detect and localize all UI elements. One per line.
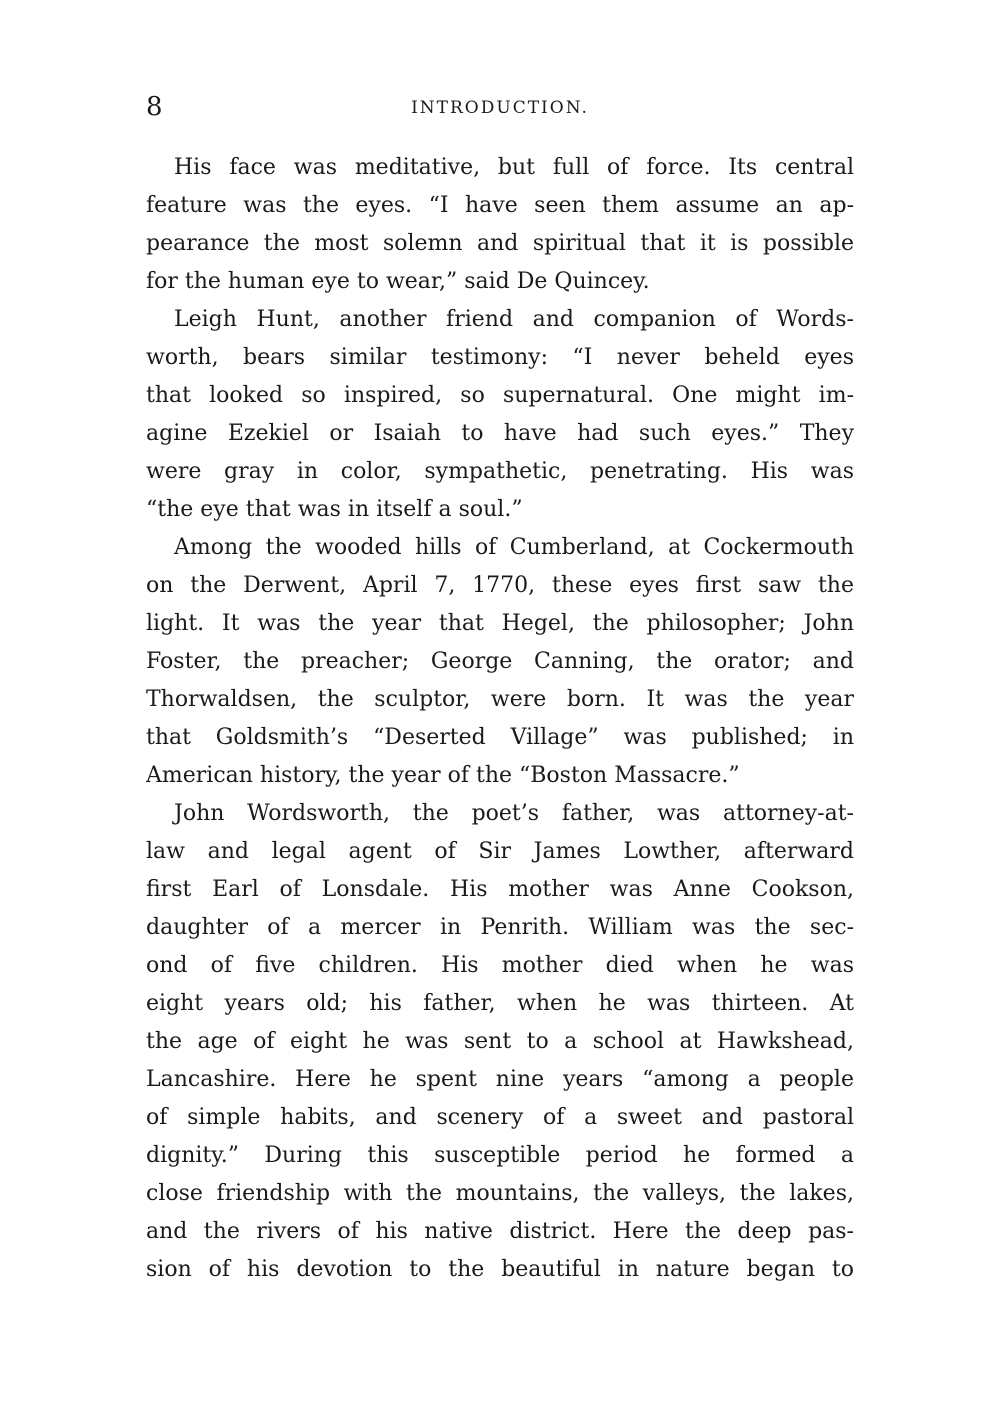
text-line: of simple habits, and scenery of a sweet and pastoral <box>146 1105 854 1130</box>
running-head <box>146 92 854 132</box>
text-line: His face was meditative, but full of force. Its central <box>174 155 854 180</box>
text-line: the age of eight he was sent to a school at Hawkshead, <box>146 1029 854 1054</box>
text-line: ond of five children. His mother died when he was <box>146 953 854 978</box>
paragraph-2 <box>146 301 854 529</box>
text-line: pearance the most solemn and spiritual that it is possible <box>146 231 854 256</box>
body-text <box>146 149 854 1289</box>
text-line: dignity.” During this susceptible period he formed a <box>146 1143 854 1168</box>
text-line: American history, the year of the “Boston Massacre.” <box>146 763 740 788</box>
text-line: light. It was the year that Hegel, the philosopher; John <box>146 611 854 636</box>
paragraph-3 <box>146 529 854 795</box>
text-line: for the human eye to wear,” said De Quincey. <box>146 269 650 294</box>
text-line: first Earl of Lonsdale. His mother was Anne Cookson, <box>146 877 854 902</box>
paragraph-4 <box>146 795 854 1289</box>
text-line: sion of his devotion to the beautiful in nature began to <box>146 1257 854 1282</box>
text-line: Thorwaldsen, the sculptor, were born. It was the year <box>146 687 854 712</box>
text-line: agine Ezekiel or Isaiah to have had such eyes.” They <box>146 421 854 446</box>
text-line: eight years old; his father, when he was thirteen. At <box>146 991 854 1016</box>
paragraph-1 <box>146 149 854 301</box>
text-line: law and legal agent of Sir James Lowther, afterward <box>146 839 854 864</box>
text-line: John Wordsworth, the poet’s father, was attorney-at- <box>174 801 854 826</box>
text-line: that Goldsmith’s “Deserted Village” was published; in <box>146 725 854 750</box>
text-line: “the eye that was in itself a soul.” <box>146 497 523 522</box>
text-line: daughter of a mercer in Penrith. William was the sec- <box>146 915 854 940</box>
text-line: Among the wooded hills of Cumberland, at Cockermouth <box>174 535 854 560</box>
text-line: Leigh Hunt, another friend and companion of Words- <box>174 307 854 332</box>
text-line: close friendship with the mountains, the valleys, the lakes, <box>146 1181 854 1206</box>
text-line: that looked so inspired, so supernatural. One might im- <box>146 383 854 408</box>
text-line: Lancashire. Here he spent nine years “among a people <box>146 1067 854 1092</box>
book-page <box>146 92 854 1289</box>
text-line: Foster, the preacher; George Canning, the orator; and <box>146 649 854 674</box>
text-line: worth, bears similar testimony: “I never beheld eyes <box>146 345 854 370</box>
text-line: were gray in color, sympathetic, penetrating. His was <box>146 459 854 484</box>
text-line: on the Derwent, April 7, 1770, these eyes first saw the <box>146 573 854 598</box>
text-line: feature was the eyes. “I have seen them assume an ap- <box>146 193 854 218</box>
running-title: INTRODUCTION. <box>411 98 589 118</box>
text-line: and the rivers of his native district. Here the deep pas- <box>146 1219 854 1244</box>
page-number: 8 <box>146 92 163 122</box>
